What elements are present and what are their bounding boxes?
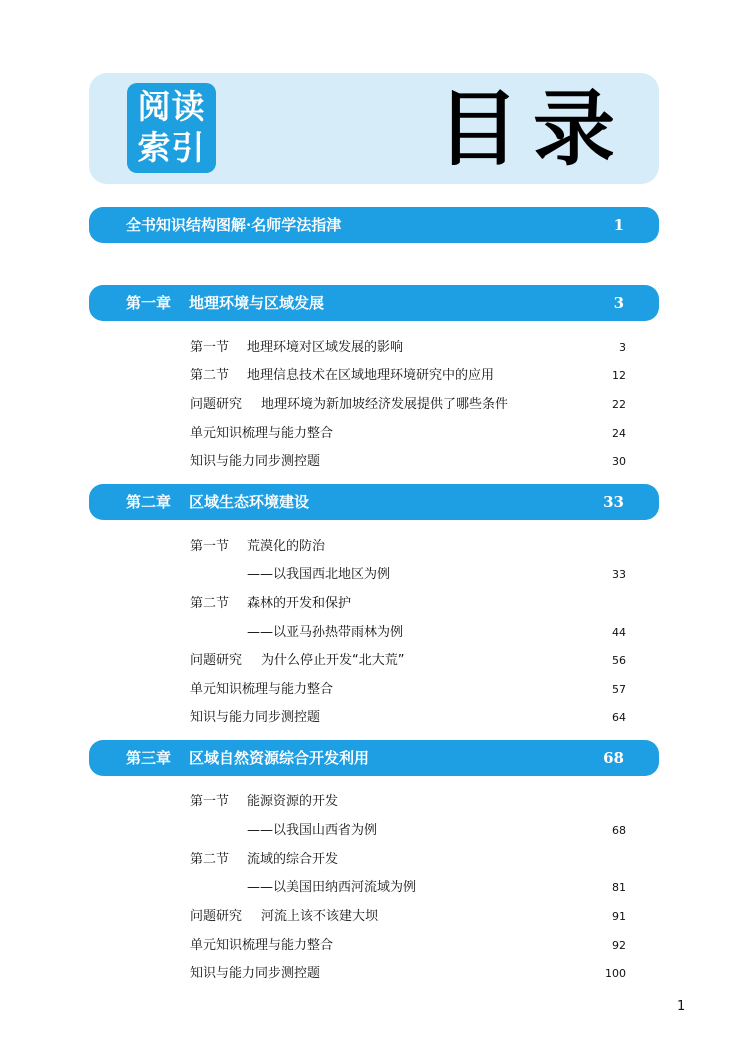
toc-entry[interactable] xyxy=(190,936,626,956)
entry-label: 第二节 xyxy=(190,852,230,867)
toc-entry[interactable] xyxy=(190,537,626,557)
chapter-1-bar[interactable] xyxy=(89,285,659,321)
entry-title: 为什么停止开发“北大荒” xyxy=(261,653,405,668)
chapter-title: 区域自然资源综合开发利用 xyxy=(189,749,370,767)
entry-label: 第一节 xyxy=(190,340,230,355)
toc-entry[interactable] xyxy=(190,792,626,812)
entry-title: 单元知识梳理与能力整合 xyxy=(190,938,334,953)
toc-entry[interactable] xyxy=(190,395,626,415)
entry-title: 荒漠化的防治 xyxy=(247,539,326,554)
entry-page: 91 xyxy=(612,910,626,923)
entry-title: 地理环境对区域发展的影响 xyxy=(247,340,404,355)
toc-entry[interactable] xyxy=(190,338,626,358)
entry-title: 单元知识梳理与能力整合 xyxy=(190,682,334,697)
entry-page: 92 xyxy=(612,939,626,952)
toc-entry[interactable] xyxy=(190,821,626,841)
reading-index-badge xyxy=(127,83,216,173)
toc-entry[interactable] xyxy=(190,964,626,984)
entry-title: 知识与能力同步测控题 xyxy=(190,710,321,725)
entry-label: 第一节 xyxy=(190,794,230,809)
badge-line-1: 阅读 xyxy=(137,87,206,126)
toc-entry[interactable] xyxy=(190,366,626,386)
chapter-2-bar[interactable] xyxy=(89,484,659,520)
entry-page: 44 xyxy=(612,626,626,639)
entry-subtitle: ——以我国山西省为例 xyxy=(247,823,378,838)
chapter-page: 3 xyxy=(613,294,624,312)
entry-page: 81 xyxy=(612,881,626,894)
chapter-3-bar[interactable] xyxy=(89,740,659,776)
entry-subtitle: ——以我国西北地区为例 xyxy=(247,567,391,582)
chapter-label: 第二章 xyxy=(126,493,172,511)
chapter-label: 第三章 xyxy=(126,749,172,767)
intro-title: 全书知识结构图解·名师学法指津 xyxy=(126,216,342,234)
entry-title: 地理信息技术在区域地理环境研究中的应用 xyxy=(247,368,495,383)
entry-page: 68 xyxy=(612,824,626,837)
chapter-title: 区域生态环境建设 xyxy=(189,493,310,511)
entry-page: 22 xyxy=(612,398,626,411)
toc-header xyxy=(89,73,659,184)
entry-page: 64 xyxy=(612,711,626,724)
entry-title: 单元知识梳理与能力整合 xyxy=(190,426,334,441)
entry-page: 100 xyxy=(605,967,626,980)
badge-line-2: 索引 xyxy=(137,128,206,167)
entry-title: 流域的综合开发 xyxy=(247,852,339,867)
entry-page: 33 xyxy=(612,568,626,581)
entry-label: 问题研究 xyxy=(190,909,243,924)
entry-title: 能源资源的开发 xyxy=(247,794,339,809)
entry-page: 12 xyxy=(612,369,626,382)
entry-title: 森林的开发和保护 xyxy=(247,596,352,611)
toc-entry[interactable] xyxy=(190,651,626,671)
toc-intro-bar[interactable] xyxy=(89,207,659,243)
entry-label: 问题研究 xyxy=(190,397,243,412)
toc-entry[interactable] xyxy=(190,424,626,444)
entry-title: 河流上该不该建大坝 xyxy=(261,909,379,924)
chapter-page: 33 xyxy=(603,493,624,511)
entry-title: 知识与能力同步测控题 xyxy=(190,966,321,981)
entry-label: 问题研究 xyxy=(190,653,243,668)
entry-page: 24 xyxy=(612,427,626,440)
entry-label: 第二节 xyxy=(190,596,230,611)
entry-page: 30 xyxy=(612,455,626,468)
entry-title: 知识与能力同步测控题 xyxy=(190,454,321,469)
page-title: 目录 xyxy=(436,81,629,177)
entry-label: 第一节 xyxy=(190,539,230,554)
toc-entry[interactable] xyxy=(190,452,626,472)
page-number: 1 xyxy=(677,999,686,1014)
toc-entry[interactable] xyxy=(190,594,626,614)
toc-entry[interactable] xyxy=(190,878,626,898)
toc-entry[interactable] xyxy=(190,680,626,700)
entry-page: 56 xyxy=(612,654,626,667)
entry-title: 地理环境为新加坡经济发展提供了哪些条件 xyxy=(261,397,509,412)
toc-entry[interactable] xyxy=(190,907,626,927)
entry-page: 57 xyxy=(612,683,626,696)
toc-entry[interactable] xyxy=(190,708,626,728)
entry-subtitle: ——以美国田纳西河流域为例 xyxy=(247,880,417,895)
entry-label: 第二节 xyxy=(190,368,230,383)
toc-entry[interactable] xyxy=(190,850,626,870)
entry-subtitle: ——以亚马孙热带雨林为例 xyxy=(247,625,404,640)
chapter-label: 第一章 xyxy=(126,294,172,312)
intro-page: 1 xyxy=(613,216,624,234)
toc-entry[interactable] xyxy=(190,623,626,643)
chapter-title: 地理环境与区域发展 xyxy=(189,294,325,312)
chapter-page: 68 xyxy=(603,749,624,767)
entry-page: 3 xyxy=(619,341,626,354)
toc-entry[interactable] xyxy=(190,565,626,585)
